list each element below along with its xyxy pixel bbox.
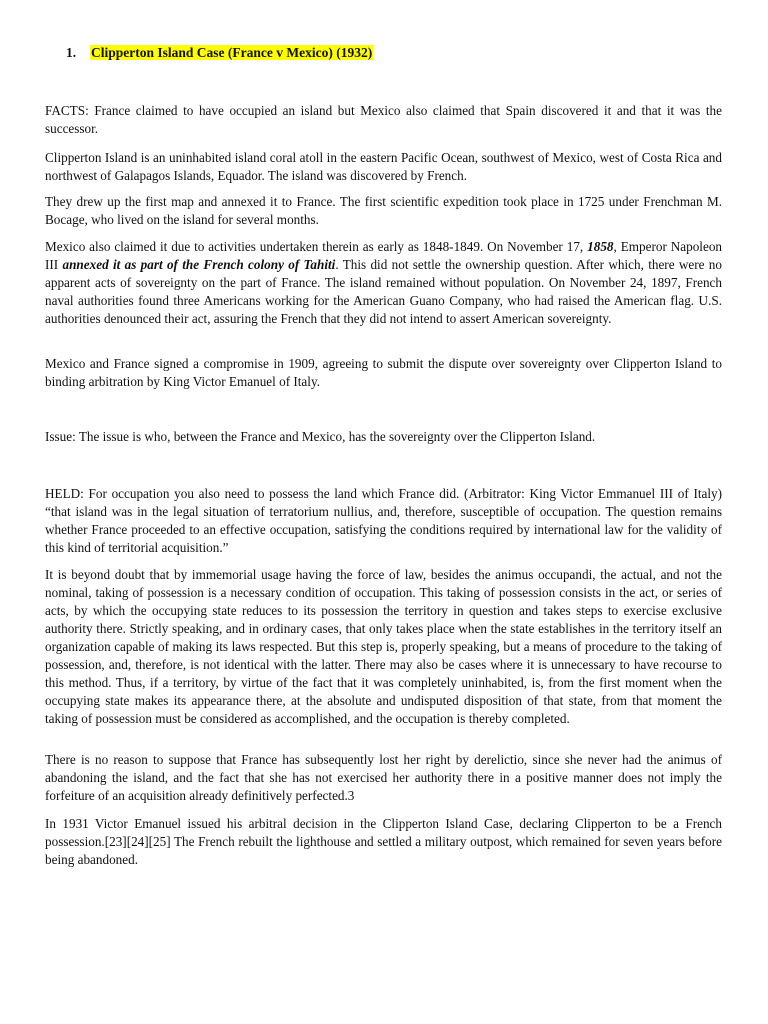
issue-paragraph: Issue: The issue is who, between the France and Mexico, has the sovereignty over the Clipperton Island. [45, 429, 596, 444]
derelictio-paragraph: There is no reason to suppose that France has subsequently lost her right by derelictio, since she never had the animus of abandoning the island, and the fact that she has not exercised her authority there in a positive manner does not imply the forfeiture of an acquisition already definitively perfected.3 [45, 752, 722, 803]
mexico-claim-text-3: . This did not settle the ownership question. After which, there were no apparent acts of sovereignty on the part of France. The island remained without population. On November 24, 1897, French naval authorities found three Americans working for the American Guano Company, who had raised the American flag. U.S. authorities denounced their act, assuring the French that they did not intend to assert American sovereignty. [45, 257, 722, 326]
mexico-claim-paragraph [45, 238, 722, 328]
annex-emphasis: annexed it as part of the French colony of Tahiti [62, 257, 336, 272]
mexico-claim-text-2: , Emperor Napoleon III [45, 239, 723, 272]
facts-paragraph: FACTS: France claimed to have occupied an island but Mexico also claimed that Spain discovered it and that it was the successor. [45, 103, 722, 136]
decision-paragraph: In 1931 Victor Emanuel issued his arbitral decision in the Clipperton Island Case, declaring Clipperton to be a French possession.[23][24][25] The French rebuilt the lighthouse and settled a military outpost, which remained for seven years before being abandoned. [45, 816, 722, 867]
heading-number: 1. [66, 45, 77, 60]
mexico-claim-text-1: Mexico also claimed it due to activities undertaken therein as early as 1848-1849. On November 17, [45, 239, 588, 254]
doctrine-paragraph: It is beyond doubt that by immemorial usage having the force of law, besides the animus occupandi, the actual, and not the nominal, taking of possession is a necessary condition of occupation. This taking of possession consists in the act, or series of acts, by which the occupying state reduces to its possession the territory in question and takes steps to exercise exclusive authority there. Strictly speaking, and in ordinary cases, that only takes place when the state establishes in the territory itself an organization capable of making its laws respected. But this step is, properly speaking, but a means of procedure to the taking of possession, and, therefore, is not identical with the latter. There may also be cases where it is unnecessary to have recourse to this method. Thus, if a territory, by virtue of the fact that it was completely uninhabited, is, from the first moment when the occupying state makes its appearance there, at the absolute and undisputed disposition of that state, from that moment the taking of possession must be considered as accomplished, and the occupation is thereby completed. [45, 567, 722, 726]
map-paragraph: They drew up the first map and annexed it to France. The first scientific expedition took place in 1725 under Frenchman M. Bocage, who lived on the island for several months. [45, 194, 722, 227]
year-emphasis: 1858 [587, 239, 614, 254]
heading-title: Clipperton Island Case (France v Mexico) (1932) [91, 45, 373, 60]
case-heading [66, 44, 373, 62]
description-paragraph: Clipperton Island is an uninhabited island coral atoll in the eastern Pacific Ocean, southwest of Mexico, west of Costa Rica and northwest of Galapagos Islands, Equador. The island was discovered by French. [45, 150, 722, 183]
held-paragraph: HELD: For occupation you also need to possess the land which France did. (Arbitrator: King Victor Emmanuel III of Italy) “that island was in the legal situation of terratorium nullius, and, therefore, susceptible of occupation. The question remains whether France proceeded to an effective occupation, satisfying the conditions required by international law for the validity of this kind of territorial acquisition.” [45, 486, 722, 555]
compromise-paragraph: Mexico and France signed a compromise in 1909, agreeing to submit the dispute over sovereignty over Clipperton Island to binding arbitration by King Victor Emanuel of Italy. [45, 356, 722, 389]
